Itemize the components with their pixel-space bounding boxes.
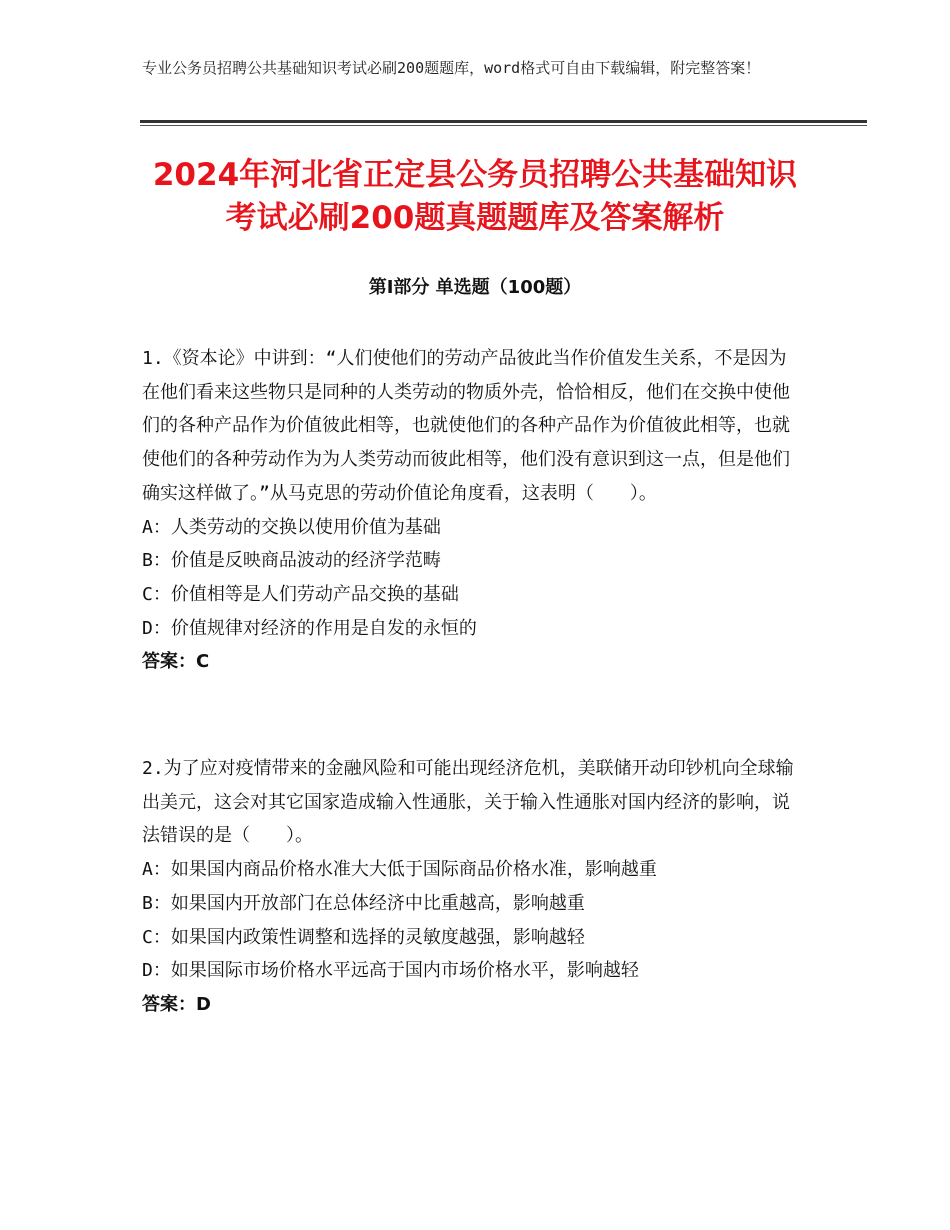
option-a: A：如果国内商品价格水准大大低于国际商品价格水准，影响越重 bbox=[142, 859, 657, 881]
option-a: A：人类劳动的交换以使用价值为基础 bbox=[142, 516, 441, 538]
header-rule bbox=[140, 120, 867, 123]
option-d: D：价值规律对经济的作用是自发的永恒的 bbox=[142, 617, 477, 639]
option-c: C：如果国内政策性调整和选择的灵敏度越强，影响越轻 bbox=[142, 926, 585, 948]
header-rule-thin bbox=[140, 125, 867, 126]
option-b: B：如果国内开放部门在总体经济中比重越高，影响越重 bbox=[142, 892, 585, 914]
question-stem: 2.为了应对疫情带来的金融风险和可能出现经济危机，美联储开动印钞机向全球输出美元，这会对其它国家造成输入性通胀，关于输入性通胀对国内经济的影响，说法错误的是（ ）。 bbox=[142, 758, 794, 847]
option-d: D：如果国际市场价格水平远高于国内市场价格水平，影响越轻 bbox=[142, 960, 639, 982]
answer: 答案：C bbox=[142, 651, 210, 673]
option-b: B：价值是反映商品波动的经济学范畴 bbox=[142, 550, 441, 572]
question-2 bbox=[142, 752, 802, 1022]
question-1 bbox=[142, 342, 802, 679]
option-c: C：价值相等是人们劳动产品交换的基础 bbox=[142, 583, 459, 605]
header-note: 专业公务员招聘公共基础知识考试必刷200题题库，word格式可自由下载编辑，附完整答案！ bbox=[142, 59, 761, 77]
section-heading: 第Ⅰ部分 单选题（100题） bbox=[368, 277, 582, 298]
question-stem: 1.《资本论》中讲到：“人们使他们的劳动产品彼此当作价值发生关系，不是因为在他们看来这些物只是同种的人类劳动的物质外壳，恰恰相反，他们在交换中使他们的各种产品作为价值彼此相等，也就使他们的各种产品作为价值彼此相等，也就使他们的各种劳动作为为人类劳动而彼此相等，他们没有意识到这一点，但是他们确实这样做了。”从马克思的劳动价值论角度看，这表明（ ）。 bbox=[142, 348, 790, 504]
answer: 答案：D bbox=[142, 993, 211, 1015]
document-title: 2024年河北省正定县公务员招聘公共基础知识考试必刷200题真题题库及答案解析 bbox=[152, 157, 798, 236]
